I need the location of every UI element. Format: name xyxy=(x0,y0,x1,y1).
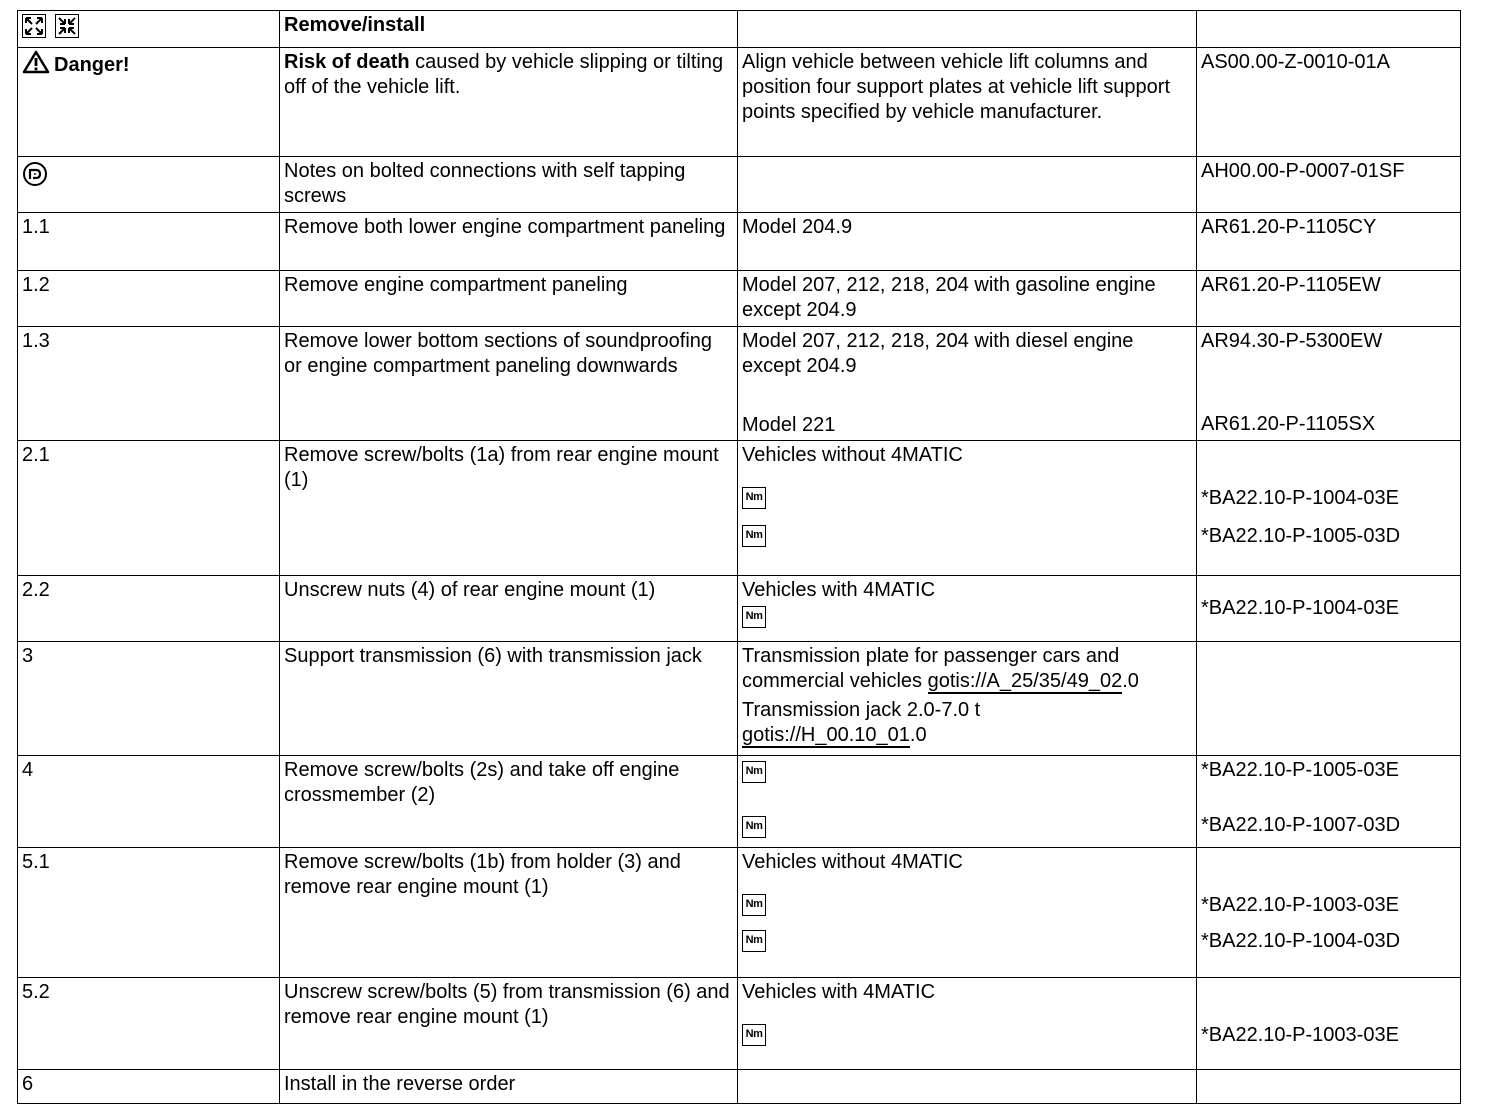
step-text: Support transmission (6) with transmission jack xyxy=(280,642,738,756)
page-title: Remove/install xyxy=(280,11,738,48)
step-row xyxy=(18,327,1461,441)
step-number: 6 xyxy=(18,1070,280,1104)
step-row xyxy=(18,441,1461,576)
spacer xyxy=(1201,980,1456,1023)
step-ref: *BA22.10-P-1007-03D xyxy=(1201,814,1401,836)
step-ref-cell xyxy=(1197,441,1461,576)
tool-jack-suffix: .0 xyxy=(909,724,927,746)
torque-nm-icon[interactable]: Nm xyxy=(742,606,766,628)
step-ref: AR61.20-P-1105EW xyxy=(1197,271,1461,327)
step-condition: Model 207, 212, 218, 204 with gasoline engine except 204.9 xyxy=(738,271,1197,327)
step-text: Remove screw/bolts (2s) and take off engine crossmember (2) xyxy=(280,756,738,848)
step-number: 5.2 xyxy=(18,978,280,1070)
danger-cell xyxy=(18,48,280,157)
step-condition: Vehicles with 4MATIC xyxy=(742,981,936,1003)
step-number: 1.3 xyxy=(18,327,280,441)
tool-jack xyxy=(742,723,1192,748)
step-number: 2.1 xyxy=(18,441,280,576)
step-condition: Model 204.9 xyxy=(738,213,1197,271)
spacer xyxy=(1201,578,1456,596)
step-row xyxy=(18,213,1461,271)
danger-label: Danger! xyxy=(54,54,130,76)
step-condition-cell xyxy=(738,327,1197,441)
tool-plate-suffix: .0 xyxy=(1122,670,1139,692)
step-condition: Vehicles with 4MATIC xyxy=(742,579,936,601)
step-number: 1.1 xyxy=(18,213,280,271)
header-empty-cell xyxy=(1197,11,1461,48)
tool-cell xyxy=(738,642,1197,756)
step-ref: *BA22.10-P-1004-03E xyxy=(1201,597,1399,619)
step-ref-empty xyxy=(1197,642,1461,756)
step-number: 4 xyxy=(18,756,280,848)
step-condition-cell xyxy=(738,848,1197,978)
header-icons-cell xyxy=(18,11,280,48)
step-condition-empty xyxy=(738,1070,1197,1104)
step-ref: *BA22.10-P-1004-03E xyxy=(1201,487,1399,509)
danger-ref: AS00.00-Z-0010-01A xyxy=(1197,48,1461,157)
step-ref-cell xyxy=(1197,576,1461,642)
step-ref-cell xyxy=(1197,327,1461,441)
step-row xyxy=(18,642,1461,756)
spacer xyxy=(1201,850,1456,893)
header-empty-cell xyxy=(738,11,1197,48)
gotis-link-jack[interactable]: gotis://H_00.10_01 xyxy=(742,724,910,746)
note-row xyxy=(18,157,1461,213)
torque-nm-icon[interactable]: Nm xyxy=(742,930,766,952)
torque-nm-icon[interactable]: Nm xyxy=(742,1024,766,1046)
step-ref-cell xyxy=(1197,848,1461,978)
torque-nm-icon[interactable]: Nm xyxy=(742,894,766,916)
step-row xyxy=(18,756,1461,848)
spacer xyxy=(1201,354,1456,412)
step-ref-cell xyxy=(1197,978,1461,1070)
tool-plate-text: Transmission plate for passenger cars and commercial vehicles xyxy=(742,645,1120,692)
step-text: Unscrew nuts (4) of rear engine mount (1) xyxy=(280,576,738,642)
risk-bold-text: Risk of death xyxy=(284,51,410,73)
step-number: 2.2 xyxy=(18,576,280,642)
torque-nm-icon[interactable]: Nm xyxy=(742,761,766,783)
gotis-link-plate[interactable]: gotis://A_25/35/49_02 xyxy=(927,670,1123,692)
step-ref: *BA22.10-P-1003-03E xyxy=(1201,1024,1399,1046)
header-row xyxy=(18,11,1461,48)
step-text: Remove screw/bolts (1a) from rear engine mount (1) xyxy=(280,441,738,576)
step-text: Unscrew screw/bolts (5) from transmission (6) and remove rear engine mount (1) xyxy=(280,978,738,1070)
step-ref: *BA22.10-P-1003-03E xyxy=(1201,894,1399,916)
step-text: Remove screw/bolts (1b) from holder (3) and remove rear engine mount (1) xyxy=(280,848,738,978)
note-empty-cell xyxy=(738,157,1197,213)
step-text: Remove both lower engine compartment paneling xyxy=(280,213,738,271)
step-row xyxy=(18,271,1461,327)
step-text: Remove engine compartment paneling xyxy=(280,271,738,327)
danger-row xyxy=(18,48,1461,157)
step-condition-cell xyxy=(738,978,1197,1070)
step-ref: *BA22.10-P-1005-03D xyxy=(1201,525,1401,547)
step-condition-cell xyxy=(738,756,1197,848)
torque-nm-icon[interactable]: Nm xyxy=(742,487,766,509)
step-ref: AR94.30-P-5300EW xyxy=(1201,330,1383,352)
step-row xyxy=(18,978,1461,1070)
step-condition: Model 221 xyxy=(742,414,836,436)
torque-nm-icon[interactable]: Nm xyxy=(742,816,766,838)
expand-arrows-icon[interactable] xyxy=(22,14,46,38)
procedure-table xyxy=(17,10,1461,1104)
note-text: Notes on bolted connections with self tapping screws xyxy=(280,157,738,213)
note-ref: AH00.00-P-0007-01SF xyxy=(1197,157,1461,213)
spacer xyxy=(742,468,1192,484)
danger-risk-cell xyxy=(280,48,738,157)
step-ref: *BA22.10-P-1004-03D xyxy=(1201,930,1401,952)
procedure-sheet xyxy=(17,10,1461,1104)
step-ref: AR61.20-P-1105SX xyxy=(1201,413,1376,435)
step-number: 5.1 xyxy=(18,848,280,978)
step-condition-cell xyxy=(738,576,1197,642)
tool-plate xyxy=(742,644,1192,694)
step-row xyxy=(18,1070,1461,1104)
collapse-arrows-icon[interactable] xyxy=(55,14,79,38)
step-number: 1.2 xyxy=(18,271,280,327)
step-condition: Model 207, 212, 218, 204 with diesel engine except 204.9 xyxy=(742,330,1134,377)
risk-text: caused by vehicle slipping or tilting off of the vehicle lift. xyxy=(284,51,724,98)
step-ref-empty xyxy=(1197,1070,1461,1104)
step-ref-cell xyxy=(1197,756,1461,848)
step-condition: Vehicles without 4MATIC xyxy=(742,444,963,466)
step-number: 3 xyxy=(18,642,280,756)
note-icon-cell xyxy=(18,157,280,213)
spacer xyxy=(742,875,1192,891)
danger-instruction: Align vehicle between vehicle lift columns and position four support plates at vehicle lift support points specified by vehicle manufacturer. xyxy=(738,48,1197,157)
tool-jack-text: Transmission jack 2.0-7.0 t xyxy=(742,699,981,721)
step-row xyxy=(18,576,1461,642)
step-ref: *BA22.10-P-1005-03E xyxy=(1201,759,1399,781)
spacer xyxy=(742,1005,1192,1021)
step-condition: Vehicles without 4MATIC xyxy=(742,851,963,873)
step-ref: AR61.20-P-1105CY xyxy=(1197,213,1461,271)
note-hand-icon xyxy=(22,161,48,187)
torque-nm-icon[interactable]: Nm xyxy=(742,525,766,547)
warning-triangle-icon xyxy=(22,50,50,74)
step-condition-cell xyxy=(738,441,1197,576)
spacer xyxy=(742,379,1192,413)
spacer xyxy=(1201,443,1456,486)
step-text: Install in the reverse order xyxy=(280,1070,738,1104)
step-text: Remove lower bottom sections of soundproofing or engine compartment paneling downwards xyxy=(280,327,738,441)
step-row xyxy=(18,848,1461,978)
